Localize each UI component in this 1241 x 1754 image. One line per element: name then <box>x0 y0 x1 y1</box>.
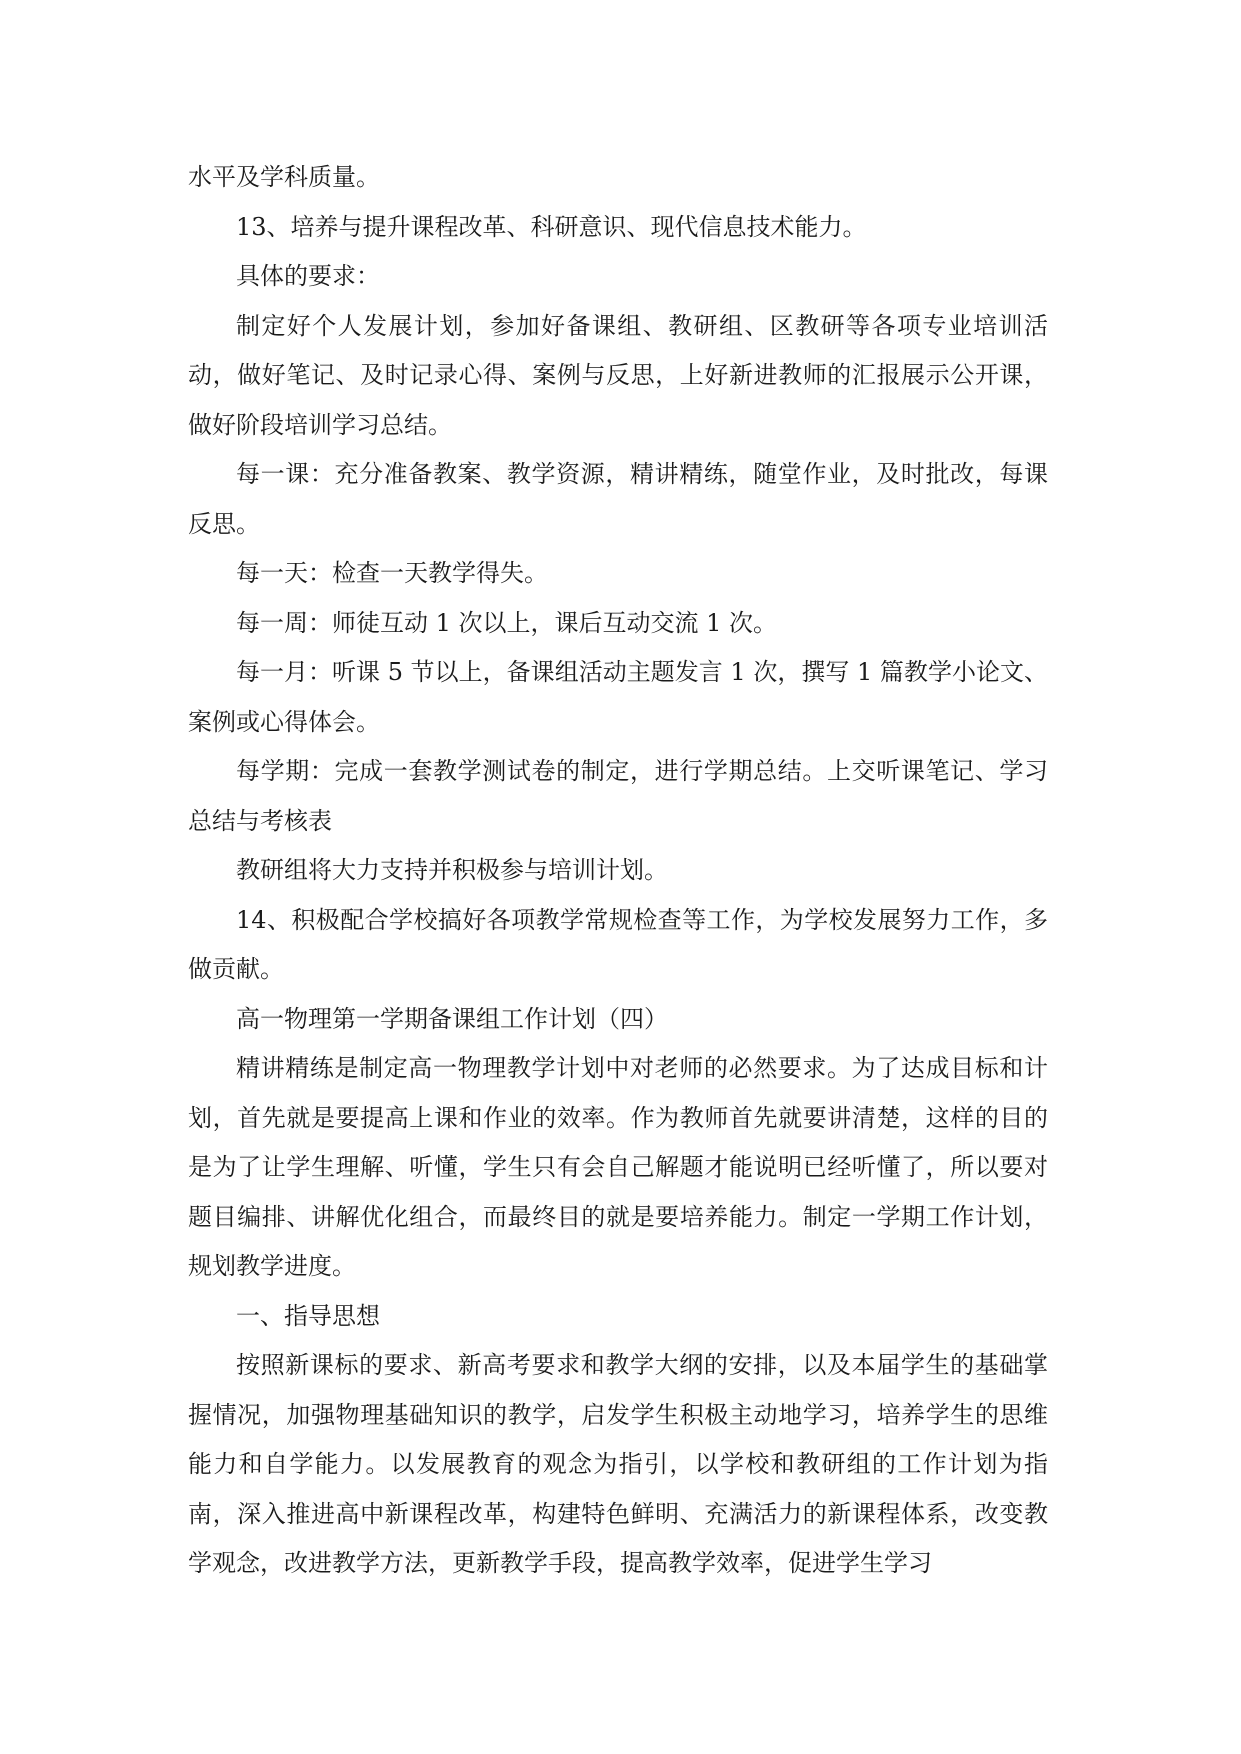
paragraph-guiding-thought: 按照新课标的要求、新高考要求和教学大纲的安排，以及本届学生的基础掌握情况，加强物理基础知识的教学，启发学生积极主动地学习，培养学生的思维能力和自学能力。以发展教育的观念为指引，以学校和教研组的工作计划为指南，深入推进高中新课程改革，构建特色鲜明、充满活力的新课程体系，改变教学观念，改进教学方法，更新教学手段，提高教学效率，促进学生学习 <box>188 1351 1048 1577</box>
section-heading-guiding-thought: 一、指导思想 <box>236 1301 380 1330</box>
paragraph-support: 教研组将大力支持并积极参与培训计划。 <box>236 856 668 884</box>
paragraph-item-14: 14、积极配合学校搞好各项教学常规检查等工作，为学校发展努力工作，多做贡献。 <box>188 905 1048 983</box>
paragraph-requirements-heading: 具体的要求： <box>236 262 380 290</box>
paragraph-development-plan: 制定好个人发展计划，参加好备课组、教研组、区教研等各项专业培训活动，做好笔记、及时记录心得、案例与反思，上好新进教师的汇报展示公开课，做好阶段培训学习总结。 <box>188 311 1048 439</box>
paragraph-each-week: 每一周：师徒互动 1 次以上，课后互动交流 1 次。 <box>236 608 778 637</box>
paragraph-intro: 精讲精练是制定高一物理教学计划中对老师的必然要求。为了达成目标和计划，首先就是要提高上课和作业的效率。作为教师首先就要讲清楚，这样的目的是为了让学生理解、听懂，学生只有会自己解题才能说明已经听懂了，所以要对题目编排、讲解优化组合，而最终目的就是要培养能力。制定一学期工作计划，规划教学进度。 <box>188 1054 1048 1280</box>
paragraph-continuation: 水平及学科质量。 <box>188 163 380 191</box>
paragraph-each-day: 每一天：检查一天教学得失。 <box>236 559 548 587</box>
paragraph-item-13: 13、培养与提升课程改革、科研意识、现代信息技术能力。 <box>236 212 867 241</box>
document-body <box>188 153 1048 1589</box>
paragraph-each-semester: 每学期：完成一套教学测试卷的制定，进行学期总结。上交听课笔记、学习总结与考核表 <box>188 757 1048 835</box>
paragraph-each-month: 每一月：听课 5 节以上，备课组活动主题发言 1 次，撰写 1 篇教学小论文、案例或心得体会。 <box>188 658 1048 736</box>
paragraph-each-lesson: 每一课：充分准备教案、教学资源，精讲精练，随堂作业，及时批改，每课反思。 <box>188 460 1048 538</box>
section-title: 高一物理第一学期备课组工作计划（四） <box>236 1004 668 1033</box>
